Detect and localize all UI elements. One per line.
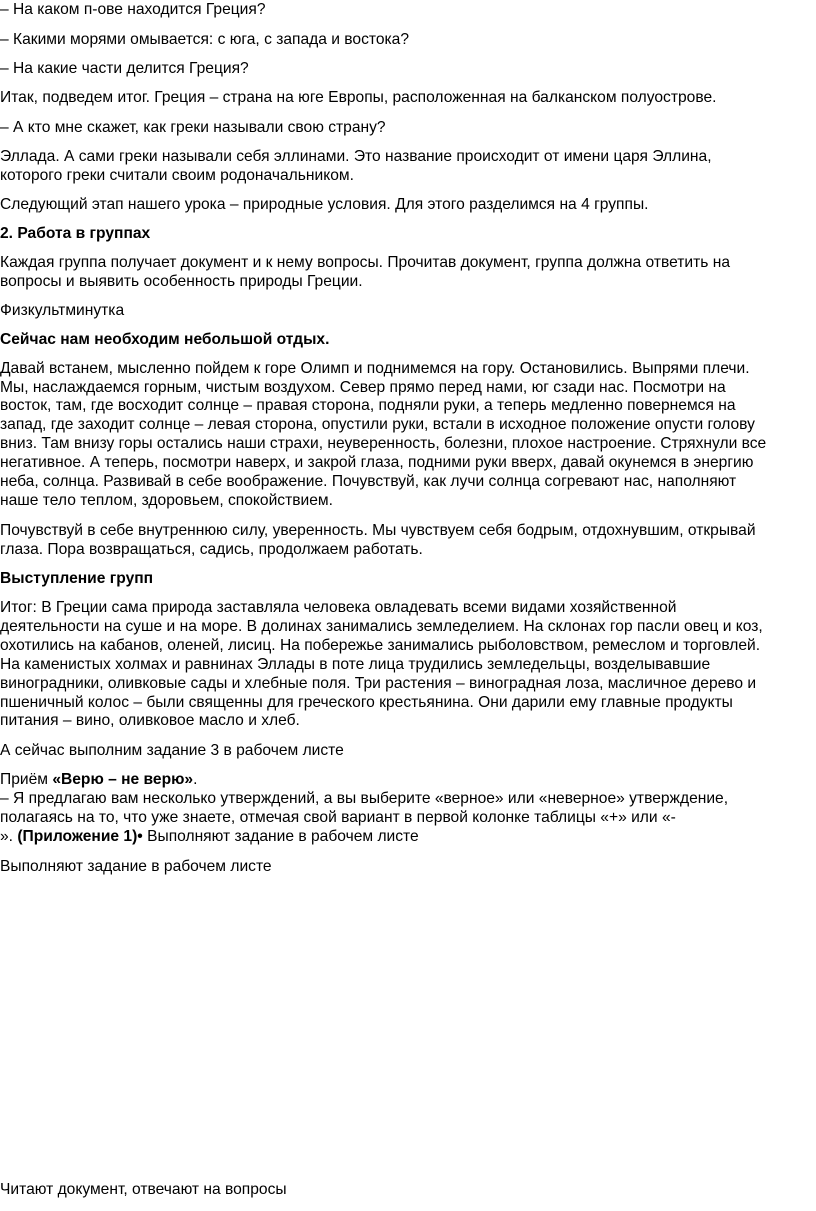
- question-name: – А кто мне скажет, как греки называли свою страну?: [0, 119, 386, 136]
- itog-line-4: На каменистых холмах и равнинах Эллады в поте лица трудились земледельцы, возделывавшие: [0, 656, 711, 673]
- itog-line-1: Итог: В Греции сама природа заставляла человека овладевать всеми видами хозяйственной: [0, 599, 677, 616]
- rest-line-2: Мы, наслаждаемся горным, чистым воздухом. Север прямо перед нами, юг сзади нас. Посмотри на: [0, 379, 726, 396]
- task-3: А сейчас выполним задание 3 в рабочем листе: [0, 742, 344, 759]
- statements-line-2: полагаясь на то, что уже знаете, отмечая свой вариант в первой колонке таблицы «+» или «-: [0, 809, 676, 826]
- heading-group-work: 2. Работа в группах: [0, 225, 151, 242]
- feel-line-1: Почувствуй в себе внутреннюю силу, уверенность. Мы чувствуем себя бодрым, отдохнувшим, открывай: [0, 522, 756, 539]
- question-seas: – Какими морями омывается: с юга, с запада и востока?: [0, 31, 410, 48]
- priem-prefix: Приём: [0, 771, 53, 788]
- statements-line-3: [0, 828, 810, 846]
- rest-line-1: Давай встанем, мысленно пойдем к горе Олимп и поднимемся на гору. Остановились. Выпрями плечи.: [0, 360, 750, 377]
- question-peninsula: – На каком п-ове находится Греция?: [0, 1, 266, 18]
- question-parts: – На какие части делится Греция?: [0, 60, 249, 77]
- groups-line-2: вопросы и выявить особенность природы Греции.: [0, 273, 363, 290]
- hellas-line-2: которого греки считали своим родоначальником.: [0, 167, 354, 184]
- statements-line-1: – Я предлагаю вам несколько утверждений, а вы выберите «верное» или «неверное» утверждение,: [0, 790, 729, 807]
- priem-dot: .: [193, 771, 198, 788]
- rest-line-8: наше тело теплом, здоровьем, спокойствием.: [0, 492, 333, 509]
- hellas-line-1: Эллада. А сами греки называли себя эллинами. Это название происходит от имени царя Эллина,: [0, 148, 712, 165]
- fizminutka-label: Физкультминутка: [0, 302, 125, 319]
- appendix-1: (Приложение 1): [17, 828, 138, 845]
- rest-line-7: неба, солнца. Развивай в себе воображение. Почувствуй, как лучи солнца согревают нас, наполняют: [0, 473, 737, 490]
- itog-line-5: виноградники, оливковые сады и хлебные поля. Три растения – виноградная лоза, масличное дерево и: [0, 675, 757, 692]
- feel-line-2: глаза. Пора возвращаться, садись, продолжаем работать.: [0, 541, 423, 558]
- rest-line-6: негативное. А теперь, посмотри наверх, и закрой глаза, подними руки вверх, давай окунемся в энергию: [0, 454, 754, 471]
- priem-line: [0, 771, 810, 789]
- task-note-inline: Выполняют задание в рабочем листе: [142, 828, 419, 845]
- itog-line-6: пшеничный колос – были священны для греческого крестьянина. Они дарили ему главные продукты: [0, 694, 733, 711]
- task-note: Выполняют задание в рабочем листе: [0, 858, 272, 875]
- read-document-note: Читают документ, отвечают на вопросы: [0, 1181, 287, 1198]
- heading-performance: Выступление групп: [0, 570, 154, 587]
- groups-line-1: Каждая группа получает документ и к нему вопросы. Прочитав документ, группа должна ответить на: [0, 254, 731, 271]
- summary-greece: Итак, подведем итог. Греция – страна на юге Европы, расположенная на балканском полуострове.: [0, 89, 717, 106]
- next-stage: Следующий этап нашего урока – природные условия. Для этого разделимся на 4 группы.: [0, 196, 649, 213]
- itog-line-7: питания – вино, оливковое масло и хлеб.: [0, 712, 300, 729]
- itog-line-2: деятельности на суше и на море. В долинах занимались земледелием. На склонах гор пасли овец и коз,: [0, 618, 763, 635]
- itog-line-3: охотились на кабанов, оленей, лисиц. На побережье занимались рыболовством, ремеслом и торговлей.: [0, 637, 761, 654]
- heading-rest: Сейчас нам необходим небольшой отдых.: [0, 331, 330, 348]
- rest-line-3: восток, там, где восходит солнце – правая сторона, подняли руки, а теперь медленно повернемся на: [0, 397, 736, 414]
- rest-line-4: запад, где заходит солнце – левая сторона, опустили руки, встали в исходное положение опусти голову: [0, 416, 755, 433]
- quote-close: ».: [0, 828, 18, 845]
- bullet-icon: •: [137, 828, 143, 845]
- rest-line-5: вниз. Там внизу горы остались наши страхи, неуверенность, болезни, плохое настроение. Стряхнули все: [0, 435, 767, 452]
- priem-name: «Верю – не верю»: [52, 771, 194, 788]
